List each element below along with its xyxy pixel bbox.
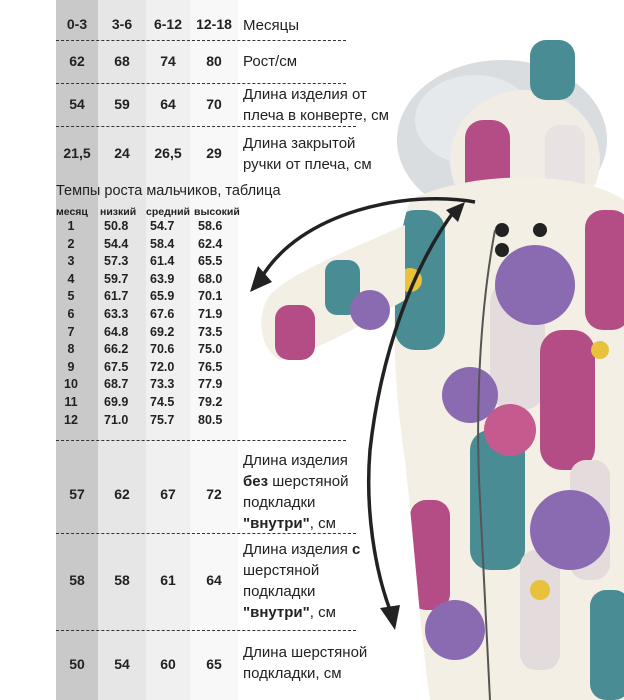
growth-month-cell: 6 (67, 307, 75, 321)
growth-value-cell: 69.9 (104, 395, 129, 409)
header-6-12: 6-12 (153, 16, 183, 32)
height-value: 74 (160, 53, 176, 69)
growth-value-cell: 61.4 (150, 254, 175, 269)
label-envelope-length (243, 84, 389, 126)
label-length-with-lining (243, 539, 360, 623)
length-with-lining-value: 61 (160, 572, 176, 588)
label-bold: "внутри" (243, 515, 310, 532)
header-12-18: 12-18 (196, 16, 232, 32)
growth-value-cell: 66.2 (104, 342, 129, 357)
growth-value-cell: 65.5 (198, 254, 223, 269)
growth-value-cell: 54.7 (150, 219, 175, 233)
growth-value-cell: 80.5 (198, 412, 223, 427)
growth-value-cell: 62.4 (198, 236, 223, 251)
growth-value-cell: 70.1 (198, 289, 223, 304)
lining-length-value: 65 (206, 656, 222, 672)
length-with-lining-value: 58 (69, 572, 85, 588)
growth-value-cell: 75.7 (150, 412, 175, 427)
label-length-without-lining (243, 450, 348, 534)
growth-month-cell: 2 (67, 236, 75, 251)
label-line: плеча в конверте, см (243, 107, 389, 124)
growth-value-cell: 77.9 (198, 377, 223, 392)
length-without-lining-value: 67 (160, 486, 176, 502)
growth-value-cell: 75.0 (198, 342, 223, 357)
sleeve-length-value: 24 (114, 145, 130, 161)
growth-value-cell: 54.4 (104, 236, 129, 251)
growth-header: низкий (100, 206, 137, 218)
growth-value-cell: 58.4 (150, 236, 175, 251)
sleeve-length-value: 26,5 (154, 145, 182, 161)
growth-month-cell: 11 (64, 395, 78, 409)
height-value: 80 (206, 53, 222, 69)
growth-header: высокий (194, 206, 240, 218)
label-text: , см (309, 515, 336, 532)
growth-value-cell: 57.3 (104, 254, 129, 269)
growth-value-cell: 58.6 (198, 219, 223, 233)
separator (56, 440, 346, 441)
label-line: подкладки (243, 583, 316, 600)
growth-value-cell: 50.8 (104, 219, 129, 233)
height-value: 68 (114, 53, 130, 69)
lining-length-value: 54 (114, 656, 130, 672)
lining-length-value: 50 (69, 656, 85, 672)
growth-value-cell: 73.5 (198, 324, 223, 339)
envelope-length-value: 64 (160, 96, 176, 112)
growth-month-cell: 5 (67, 289, 75, 304)
growth-header: средний (146, 206, 191, 218)
envelope-length-value: 59 (114, 96, 130, 112)
header-3-6: 3-6 (111, 16, 133, 32)
growth-value-cell: 63.9 (150, 271, 175, 286)
length-without-lining-value: 62 (114, 486, 130, 502)
label-line: Длина закрытой (243, 135, 356, 152)
growth-value-cell: 79.2 (198, 395, 223, 409)
label-line: подкладки, см (243, 665, 342, 682)
growth-month-cell: 1 (67, 219, 75, 233)
length-with-lining-value: 58 (114, 572, 130, 588)
growth-value-cell: 71.0 (104, 412, 129, 427)
growth-value-cell: 68.0 (198, 271, 223, 286)
growth-month-cell: 9 (67, 359, 75, 374)
label-lining-length (243, 642, 367, 684)
envelope-length-value: 70 (206, 96, 222, 112)
length-without-lining-value: 57 (69, 486, 85, 502)
label-text: , см (309, 604, 336, 621)
label-line: ручки от плеча, см (243, 156, 372, 173)
label-bold: с (352, 541, 361, 558)
growth-value-cell: 67.6 (150, 307, 175, 321)
separator (56, 126, 356, 127)
growth-value-cell: 64.8 (104, 324, 129, 339)
length-with-lining-value: 64 (206, 572, 222, 588)
header-0-3: 0-3 (66, 16, 88, 32)
sleeve-length-value: 29 (206, 145, 222, 161)
height-value: 62 (69, 53, 85, 69)
growth-value-cell: 63.3 (104, 307, 129, 321)
growth-value-cell: 67.5 (104, 359, 129, 374)
label-line: Длина шерстяной (243, 644, 368, 661)
label-sleeve-length (243, 133, 372, 175)
growth-value-cell: 59.7 (104, 271, 129, 286)
growth-value-cell: 70.6 (150, 342, 175, 357)
growth-month-cell: 10 (64, 377, 78, 392)
growth-value-cell: 72.0 (150, 359, 175, 374)
growth-header: месяц (56, 206, 88, 218)
growth-value-cell: 69.2 (150, 324, 175, 339)
growth-month-cell: 8 (67, 342, 75, 357)
growth-value-cell: 65.9 (150, 289, 175, 304)
label-line: Длина изделия от (243, 86, 367, 103)
label-line (243, 602, 360, 623)
label-line: подкладки (243, 494, 316, 511)
label-line (243, 513, 348, 534)
lining-length-value: 60 (160, 656, 176, 672)
label-height: Рост/см (243, 53, 298, 70)
label-bold: "внутри" (243, 604, 310, 621)
growth-value-cell: 68.7 (104, 377, 129, 392)
separator (56, 40, 346, 41)
growth-value-cell: 71.9 (198, 307, 223, 321)
growth-month-cell: 4 (67, 271, 75, 286)
length-without-lining-value: 72 (206, 486, 222, 502)
envelope-length-value: 54 (69, 96, 85, 112)
growth-value-cell: 76.5 (198, 359, 223, 374)
label-line: шерстяной (243, 562, 320, 579)
growth-value-cell: 74.5 (150, 395, 175, 409)
label-months: Месяцы (243, 17, 300, 34)
sleeve-length-value: 21,5 (63, 145, 91, 161)
label-text: Длина изделия (243, 541, 353, 558)
growth-month-cell: 7 (67, 324, 75, 339)
label-line: Длина изделия (243, 452, 348, 469)
label-bold: без (243, 473, 269, 490)
label-line (243, 539, 360, 560)
growth-value-cell: 61.7 (104, 289, 129, 304)
separator (56, 630, 356, 631)
growth-month-cell: 3 (67, 254, 75, 269)
growth-table-title: Темпы роста мальчиков, таблица (56, 183, 281, 199)
growth-value-cell: 73.3 (150, 377, 175, 392)
label-line (243, 471, 348, 492)
growth-month-cell: 12 (64, 412, 78, 427)
label-text: шерстяной (268, 473, 349, 490)
